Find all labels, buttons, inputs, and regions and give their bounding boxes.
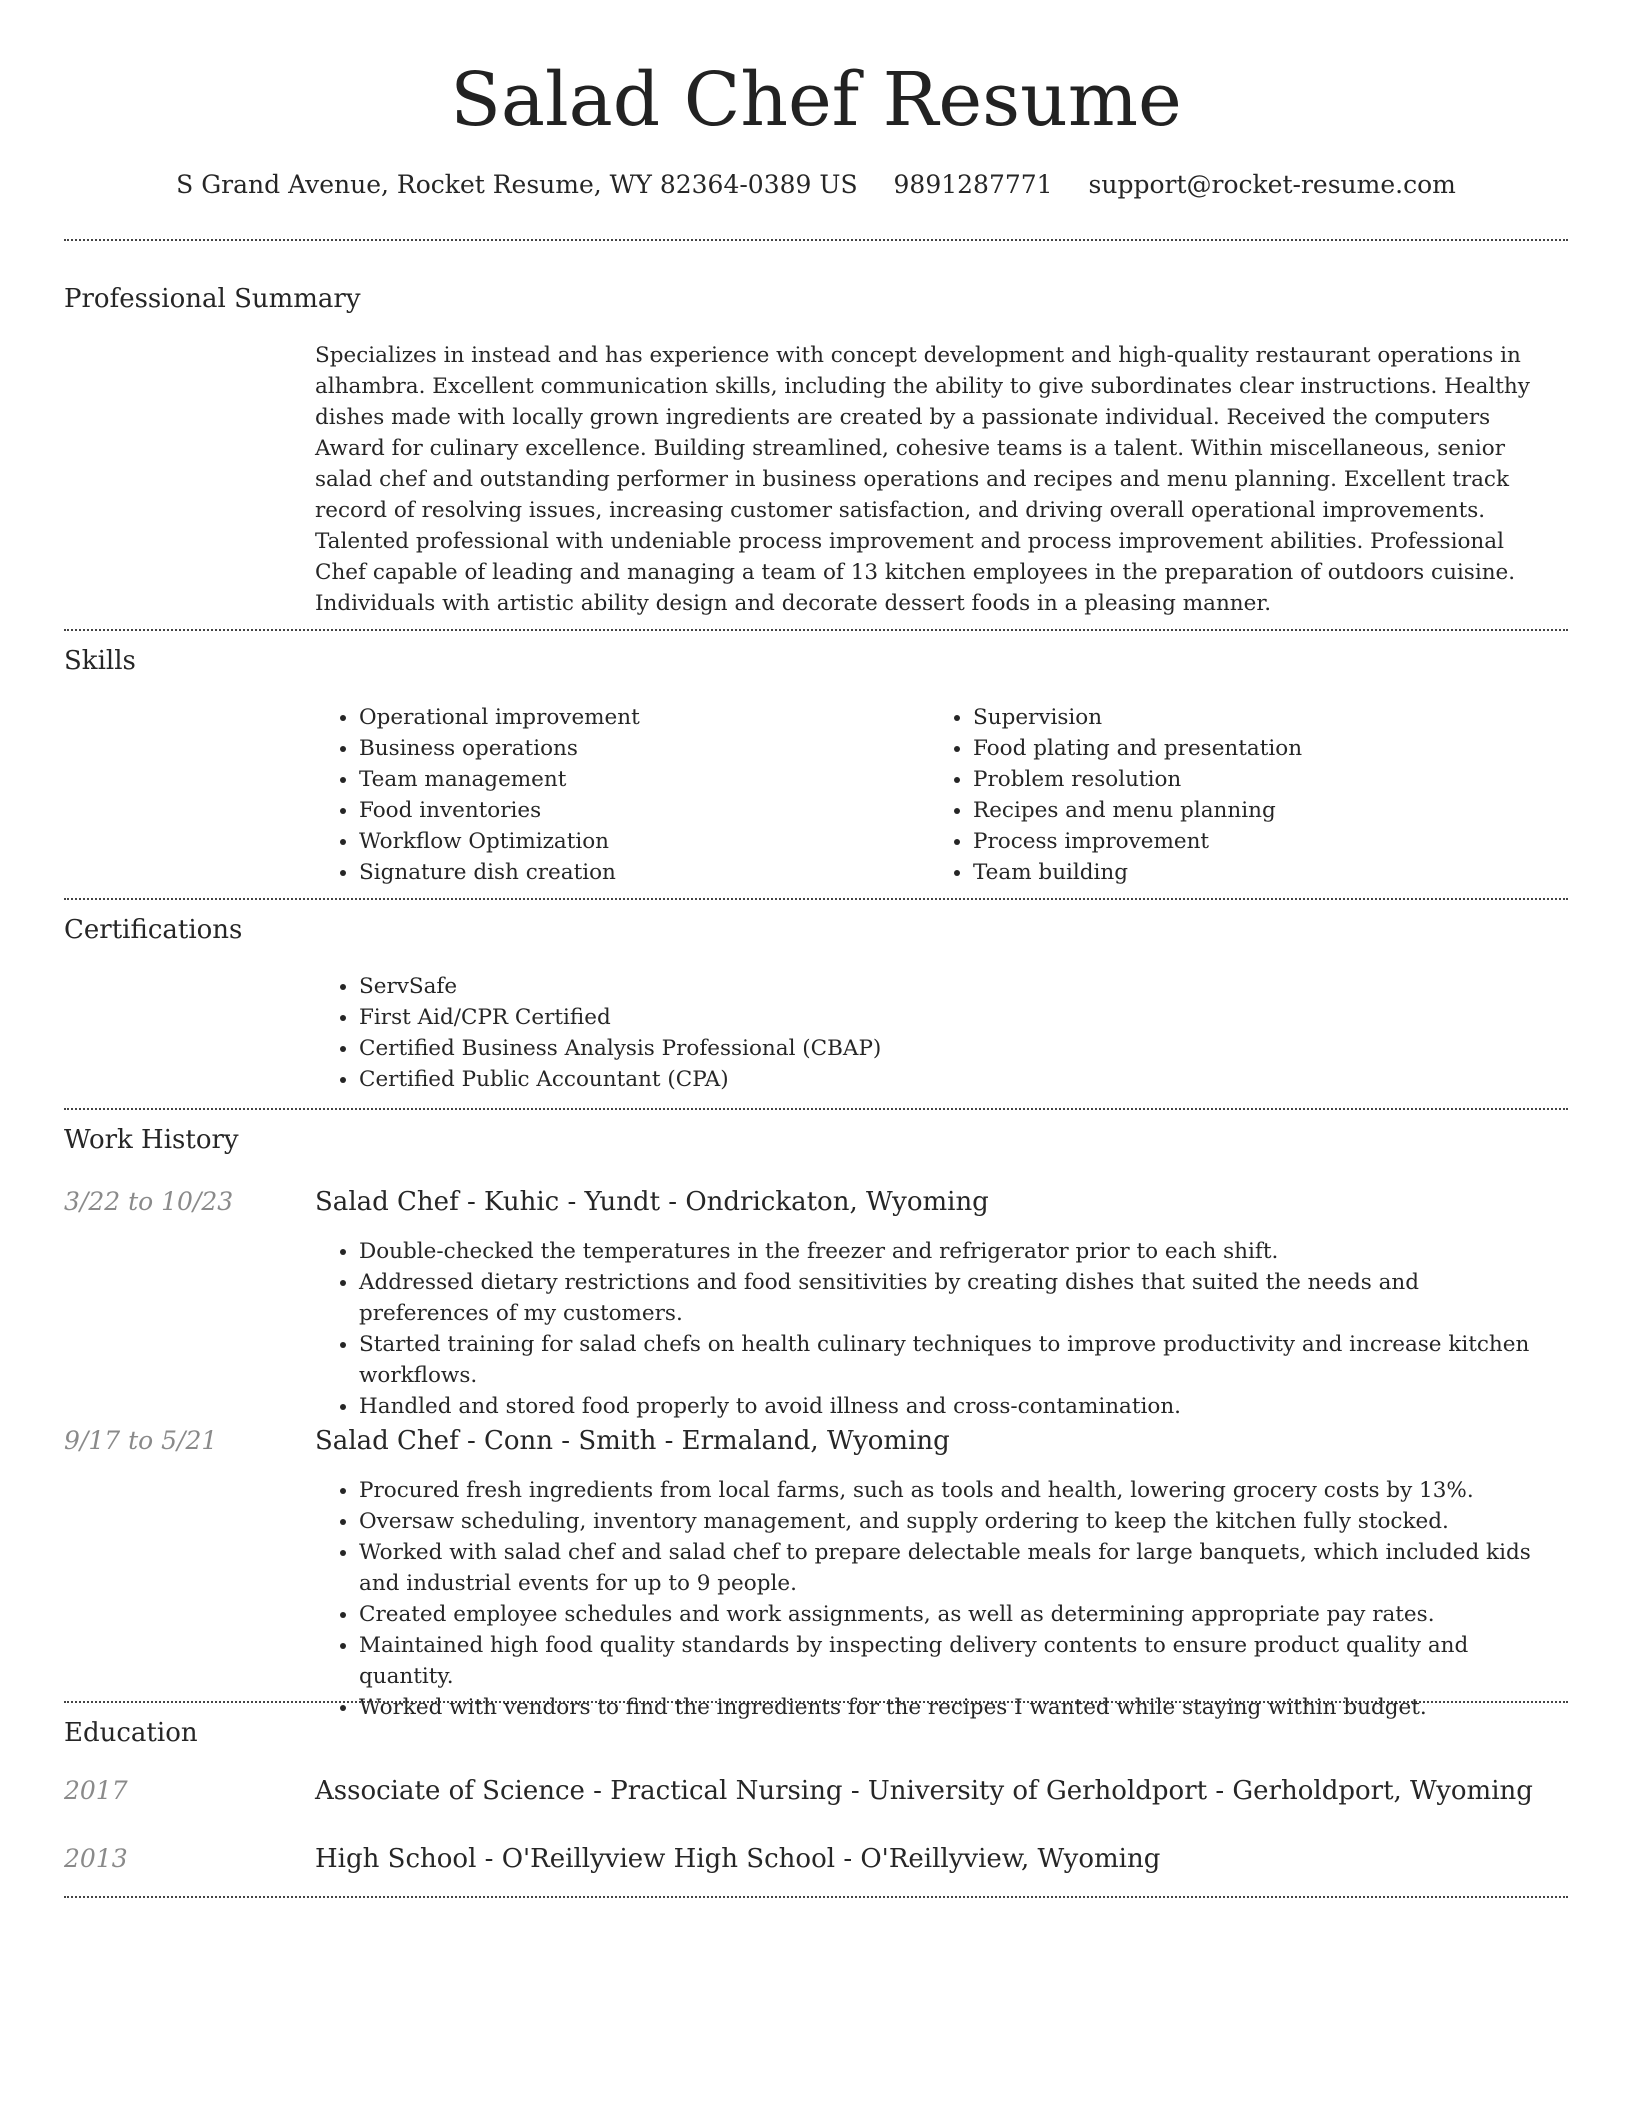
skills-column-left [315, 702, 640, 888]
section-divider [64, 898, 1568, 900]
list-item: • Team building [973, 857, 1302, 888]
resume-header [0, 0, 1632, 202]
education-year: 2013 [64, 1844, 128, 1873]
list-item: • Started training for salad chefs on health culinary techniques to improve productivity and increase kitchen workflows. [359, 1329, 1555, 1391]
list-item: • Procured fresh ingredients from local farms, such as tools and health, lowering grocery costs by 13%. [359, 1475, 1555, 1506]
job-dates: 3/22 to 10/23 [64, 1187, 234, 1216]
list-item: • Food plating and presentation [973, 733, 1302, 764]
education-year: 2017 [64, 1776, 128, 1805]
job-bullets [315, 1475, 1555, 1723]
summary-text: Specializes in instead and has experience with concept development and high-quality restaurant operations in alhambra. Excellent communication skills, including the ability to give subordinates clear instructions. Healthy dishes made with locally grown ingredients are created by a passionate individual. Received the computers Award for culinary excellence. Building streamlined, cohesive teams is a talent. Within miscellaneous, senior salad chef and outstanding performer in business operations and recipes and menu planning. Excellent track record of resolving issues, increasing customer satisfaction, and driving overall operational improvements. Talented professional with undeniable process improvement and process improvement abilities. Professional Chef capable of leading and managing a team of 13 kitchen employees in the preparation of outdoors cuisine. Individuals with artistic ability design and decorate dessert foods in a pleasing manner. [315, 343, 1530, 616]
list-item: • Handled and stored food properly to avoid illness and cross-contamination. [359, 1391, 1555, 1422]
list-item: • Supervision [973, 702, 1302, 733]
list-item: • Addressed dietary restrictions and food sensitivities by creating dishes that suited the needs and preferences of my customers. [359, 1267, 1555, 1329]
certifications-heading: Certifications [64, 915, 243, 945]
list-item: • Food inventories [359, 795, 640, 826]
skills-column-right [929, 702, 1302, 888]
section-divider [64, 1108, 1568, 1110]
section-divider [64, 629, 1568, 631]
education-title: Associate of Science - Practical Nursing - University of Gerholdport - Gerholdport, Wyoming [315, 1776, 1533, 1806]
contact-phone: 9891287771 [893, 170, 1053, 199]
job-title: Salad Chef - Kuhic - Yundt - Ondrickaton, Wyoming [315, 1187, 989, 1217]
list-item: • Oversaw scheduling, inventory management, and supply ordering to keep the kitchen fully stocked. [359, 1506, 1555, 1537]
list-item: • Problem resolution [973, 764, 1302, 795]
resume-title: Salad Chef Resume [450, 57, 1182, 143]
skills-heading: Skills [64, 646, 136, 676]
list-item: • Operational improvement [359, 702, 640, 733]
list-item: • Worked with vendors to find the ingredients for the recipes I wanted while staying within budget. [359, 1692, 1555, 1723]
list-item: • Team management [359, 764, 640, 795]
list-item: • Maintained high food quality standards by inspecting delivery contents to ensure product quality and quantity. [359, 1630, 1555, 1692]
job-bullets [315, 1236, 1555, 1422]
section-divider [64, 239, 1568, 241]
list-item: • Certified Business Analysis Professional (CBAP) [359, 1033, 1555, 1064]
list-item: • Process improvement [973, 826, 1302, 857]
contact-address: S Grand Avenue, Rocket Resume, WY 82364-0389 US [176, 170, 858, 199]
list-item: • Business operations [359, 733, 640, 764]
certifications-list [315, 971, 1555, 1095]
contact-line [0, 168, 1632, 202]
list-item: • Signature dish creation [359, 857, 640, 888]
summary-heading: Professional Summary [64, 284, 361, 314]
list-item: • ServSafe [359, 971, 1555, 1002]
education-heading: Education [64, 1718, 198, 1748]
list-item: • Certified Public Accountant (CPA) [359, 1064, 1555, 1095]
list-item: • First Aid/CPR Certified [359, 1002, 1555, 1033]
job-dates: 9/17 to 5/21 [64, 1426, 218, 1455]
list-item: • Double-checked the temperatures in the freezer and refrigerator prior to each shift. [359, 1236, 1555, 1267]
section-divider [64, 1896, 1568, 1898]
list-item: • Worked with salad chef and salad chef to prepare delectable meals for large banquets, which included kids and industrial events for up to 9 people. [359, 1537, 1555, 1599]
list-item: • Created employee schedules and work assignments, as well as determining appropriate pay rates. [359, 1599, 1555, 1630]
education-title: High School - O'Reillyview High School - O'Reillyview, Wyoming [315, 1844, 1161, 1874]
list-item: • Recipes and menu planning [973, 795, 1302, 826]
list-item: • Workflow Optimization [359, 826, 640, 857]
contact-email: support@rocket-resume.com [1088, 170, 1456, 199]
job-title: Salad Chef - Conn - Smith - Ermaland, Wyoming [315, 1426, 950, 1456]
work-heading: Work History [64, 1125, 239, 1155]
section-divider [64, 1701, 1568, 1703]
